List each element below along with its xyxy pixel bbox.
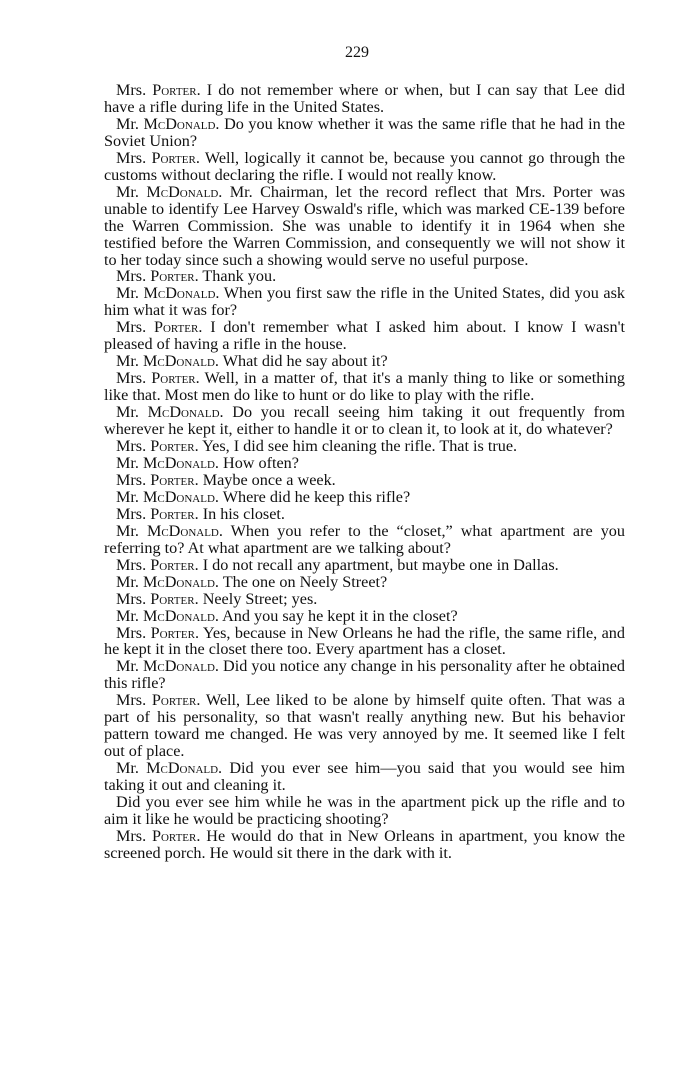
speaker-name: McDonald. xyxy=(146,521,223,540)
speaker-title: Mr. xyxy=(116,453,139,472)
speaker-name: Porter. xyxy=(150,623,200,642)
speaker-name: McDonald. xyxy=(146,182,223,201)
speaker-title: Mrs. xyxy=(116,691,147,710)
transcript-paragraph xyxy=(104,692,625,760)
speaker-name: Porter. xyxy=(150,267,199,286)
speaker-title: Mr. xyxy=(116,182,139,201)
speech-text: Well, in a matter of, that it's a manly thing to like or something like that. Most men do like to hunt or do like to play with the rifle. xyxy=(104,369,626,405)
transcript-paragraph xyxy=(104,438,625,455)
speaker-title: Mr. xyxy=(116,114,139,133)
speech-text: Thank you. xyxy=(202,267,277,286)
speaker-title: Mrs. xyxy=(116,623,147,642)
transcript-paragraph xyxy=(104,625,625,659)
transcript-paragraph xyxy=(104,319,625,353)
speaker-title: Mr. xyxy=(116,572,139,591)
transcript-paragraph xyxy=(104,794,625,828)
speech-text: Yes, because in New Orleans he had the rifle, the same rifle, and he kept it in the closet there too. Every apartment has a closet. xyxy=(104,623,625,659)
transcript-paragraph xyxy=(104,574,625,591)
transcript-body xyxy=(104,82,625,862)
speaker-name: Porter. xyxy=(151,691,201,710)
speaker-name: Porter. xyxy=(150,504,199,523)
transcript-paragraph xyxy=(104,268,625,285)
speaker-title: Mr. xyxy=(116,521,139,540)
speaker-title: Mrs. xyxy=(116,504,147,523)
speaker-name: Porter. xyxy=(153,318,203,337)
speaker-title: Mr. xyxy=(116,657,139,676)
speaker-name: Porter. xyxy=(151,369,200,388)
speech-text: Did you notice any change in his personality after he obtained this rifle? xyxy=(104,657,626,693)
transcript-paragraph xyxy=(104,404,625,438)
speech-text: Well, logically it cannot be, because you cannot go through the customs without declaring the rifle. I would not really know. xyxy=(104,148,626,184)
speaker-name: Porter. xyxy=(151,826,201,845)
speaker-name: McDonald. xyxy=(147,403,224,422)
speech-text: What did he say about it? xyxy=(222,352,388,371)
speaker-name: Porter. xyxy=(152,81,201,99)
speaker-title: Mr. xyxy=(116,606,139,625)
speech-text: Yes, I did see him cleaning the rifle. That is true. xyxy=(202,437,518,456)
transcript-paragraph xyxy=(104,184,625,269)
speaker-name: McDonald. xyxy=(142,606,219,625)
speaker-name: McDonald. xyxy=(143,284,220,303)
speech-text: Maybe once a week. xyxy=(202,470,336,489)
speech-text: How often? xyxy=(223,453,299,472)
speech-text: When you first saw the rifle in the United States, did you ask him what it was for? xyxy=(104,284,625,320)
speech-text: Did you ever see him while he was in the apartment pick up the rifle and to aim it like he would be practicing shooting? xyxy=(104,793,625,828)
speaker-name: McDonald. xyxy=(143,114,220,133)
speech-text: Do you recall seeing him taking it out frequently from wherever he kept it, either to handle it or to clean it, to look at it, do whatever? xyxy=(104,403,626,439)
speech-text: In his closet. xyxy=(202,504,285,523)
speaker-name: Porter. xyxy=(150,555,199,574)
speech-text: Where did he keep this rifle? xyxy=(222,487,411,506)
speaker-title: Mr. xyxy=(116,352,139,371)
transcript-paragraph xyxy=(104,455,625,472)
transcript-paragraph xyxy=(104,760,625,794)
speaker-title: Mrs. xyxy=(116,589,147,608)
speech-text: Did you ever see him—you said that you would see him taking it out and cleaning it. xyxy=(104,759,626,795)
speech-text: I do not recall any apartment, but maybe one in Dallas. xyxy=(202,555,559,574)
speaker-title: Mrs. xyxy=(116,267,147,286)
speaker-title: Mrs. xyxy=(116,437,147,456)
speaker-title: Mr. xyxy=(116,403,139,422)
transcript-paragraph xyxy=(104,116,625,150)
speech-text: When you refer to the “closet,” what apartment are you referring to? At what apartment are we talking about? xyxy=(104,521,625,557)
transcript-paragraph xyxy=(104,472,625,489)
speaker-title: Mrs. xyxy=(116,826,147,845)
speaker-title: Mrs. xyxy=(116,318,147,337)
speech-text: Do you know whether it was the same rifle that he had in the Soviet Union? xyxy=(104,114,626,150)
speaker-title: Mr. xyxy=(116,759,139,778)
transcript-paragraph xyxy=(104,608,625,625)
speaker-title: Mrs. xyxy=(116,369,147,388)
speaker-name: McDonald. xyxy=(142,453,219,472)
speech-text: I don't remember what I asked him about. I know I wasn't pleased of having a rifle in the house. xyxy=(104,318,625,354)
speaker-name: Porter. xyxy=(150,589,199,608)
speaker-title: Mrs. xyxy=(116,470,147,489)
transcript-paragraph xyxy=(104,591,625,608)
speaker-title: Mr. xyxy=(116,487,139,506)
speaker-title: Mrs. xyxy=(116,81,147,99)
speaker-name: McDonald. xyxy=(143,657,219,676)
speaker-name: Porter. xyxy=(150,437,199,456)
speaker-title: Mrs. xyxy=(116,555,147,574)
speech-text: And you say he kept it in the closet? xyxy=(222,606,458,625)
speaker-name: McDonald. xyxy=(142,572,219,591)
speaker-title: Mr. xyxy=(116,284,139,303)
speech-text: Mr. Chairman, let the record reflect that Mrs. Porter was unable to identify Lee Harvey Oswald's rifle, which was marked CE-139 before the Warren Commission. She was unable to identify it in 1964 when she testified before the Warren Commission, and consequently we will not show it to her today since such a showing would serve no useful purpose. xyxy=(104,182,626,269)
transcript-paragraph xyxy=(104,828,625,862)
transcript-paragraph xyxy=(104,557,625,574)
transcript-paragraph xyxy=(104,523,625,557)
speech-text: Neely Street; yes. xyxy=(202,589,318,608)
speech-text: Well, Lee liked to be alone by himself quite often. That was a part of his personality, so that wasn't really anything new. But his behavior pattern toward me changed. He was very annoyed by me. It seemed like I felt out of place. xyxy=(104,691,626,761)
transcript-paragraph xyxy=(104,353,625,370)
speaker-title: Mrs. xyxy=(116,148,147,167)
speaker-name: McDonald. xyxy=(142,352,219,371)
transcript-paragraph xyxy=(104,658,625,692)
speaker-name: Porter. xyxy=(150,470,199,489)
speech-text: I do not remember where or when, but I can say that Lee did have a rifle during life in the United States. xyxy=(104,81,626,116)
speech-text: He would do that in New Orleans in apartment, you know the screened porch. He would sit there in the dark with it. xyxy=(104,826,626,862)
transcript-paragraph xyxy=(104,506,625,523)
speaker-name: McDonald. xyxy=(142,487,219,506)
speech-text: The one on Neely Street? xyxy=(222,572,388,591)
transcript-paragraph xyxy=(104,150,625,184)
transcript-paragraph xyxy=(104,489,625,506)
speaker-name: McDonald. xyxy=(146,759,223,778)
page-number: 229 xyxy=(345,44,369,61)
speaker-name: Porter. xyxy=(151,148,200,167)
transcript-paragraph xyxy=(104,370,625,404)
transcript-paragraph xyxy=(104,285,625,319)
transcript-paragraph xyxy=(104,82,625,116)
